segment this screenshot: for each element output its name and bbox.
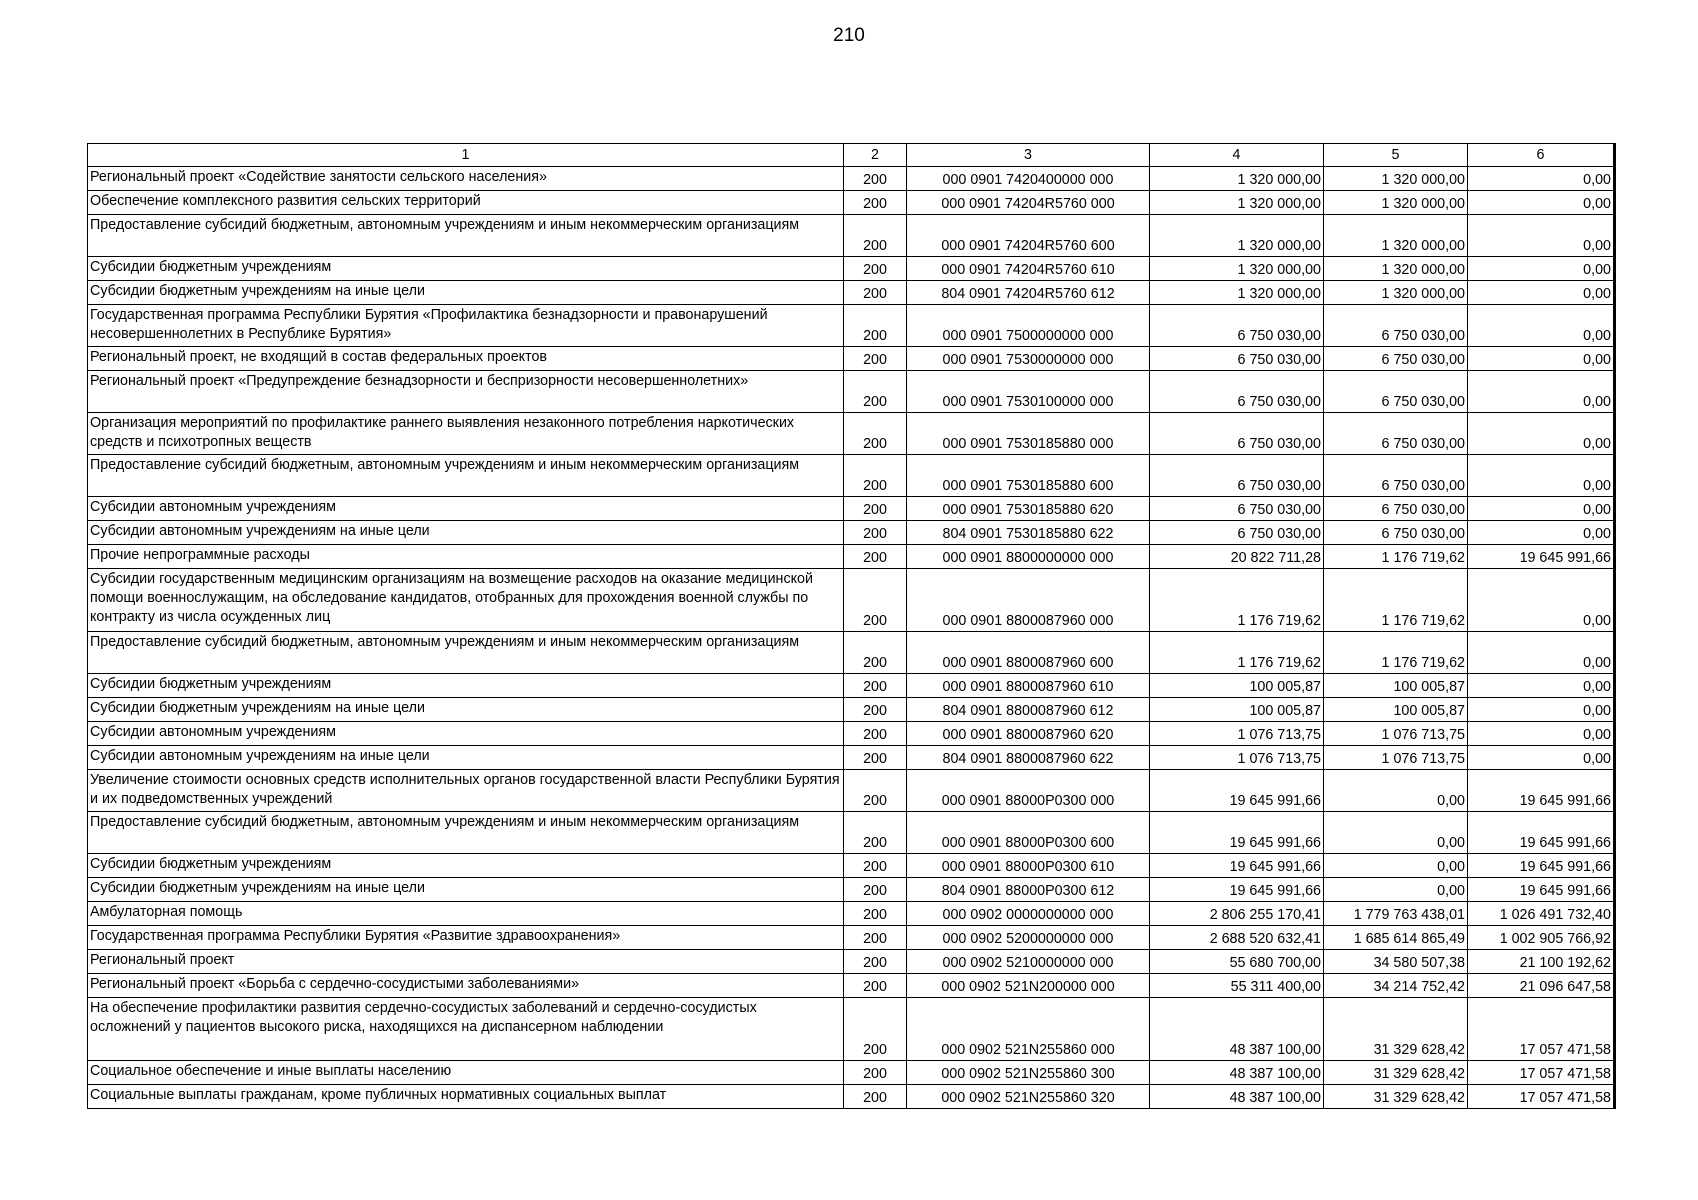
table-row bbox=[88, 1061, 1615, 1085]
row-executed-cell: 34 214 752,42 bbox=[1324, 974, 1468, 998]
row-name-cell: Субсидии бюджетным учреждениям bbox=[88, 674, 844, 698]
table-row bbox=[88, 545, 1615, 569]
row-name-cell: Государственная программа Республики Бурятия «Профилактика безнадзорности и правонарушений несовершеннолетних в Республике Бурятия» bbox=[88, 305, 844, 347]
row-classification-cell: 804 0901 7530185880 622 bbox=[907, 521, 1150, 545]
table-row bbox=[88, 902, 1615, 926]
row-classification-cell: 000 0901 8800087960 000 bbox=[907, 569, 1150, 632]
row-classification-cell: 000 0901 8800000000 000 bbox=[907, 545, 1150, 569]
row-approved-cell: 6 750 030,00 bbox=[1150, 497, 1324, 521]
row-executed-cell: 1 176 719,62 bbox=[1324, 569, 1468, 632]
row-code-cell: 200 bbox=[844, 281, 907, 305]
row-executed-cell: 6 750 030,00 bbox=[1324, 371, 1468, 413]
row-executed-cell: 1 320 000,00 bbox=[1324, 215, 1468, 257]
row-approved-cell: 48 387 100,00 bbox=[1150, 998, 1324, 1061]
table-row bbox=[88, 926, 1615, 950]
row-executed-cell: 6 750 030,00 bbox=[1324, 305, 1468, 347]
row-executed-cell: 0,00 bbox=[1324, 878, 1468, 902]
row-name-cell: Субсидии бюджетным учреждениям bbox=[88, 257, 844, 281]
row-approved-cell: 2 806 255 170,41 bbox=[1150, 902, 1324, 926]
table-row bbox=[88, 413, 1615, 455]
row-name-cell: Обеспечение комплексного развития сельских территорий bbox=[88, 191, 844, 215]
table-row bbox=[88, 770, 1615, 812]
row-executed-cell: 6 750 030,00 bbox=[1324, 347, 1468, 371]
row-executed-cell: 0,00 bbox=[1324, 854, 1468, 878]
row-approved-cell: 1 076 713,75 bbox=[1150, 746, 1324, 770]
row-approved-cell: 20 822 711,28 bbox=[1150, 545, 1324, 569]
row-name-cell: Предоставление субсидий бюджетным, автономным учреждениям и иным некоммерческим организациям bbox=[88, 812, 844, 854]
row-code-cell: 200 bbox=[844, 1061, 907, 1085]
row-remainder-cell: 19 645 991,66 bbox=[1468, 878, 1615, 902]
row-executed-cell: 1 176 719,62 bbox=[1324, 545, 1468, 569]
row-name-cell: Предоставление субсидий бюджетным, автономным учреждениям и иным некоммерческим организациям bbox=[88, 632, 844, 674]
row-remainder-cell: 0,00 bbox=[1468, 305, 1615, 347]
row-code-cell: 200 bbox=[844, 215, 907, 257]
row-executed-cell: 0,00 bbox=[1324, 770, 1468, 812]
row-remainder-cell: 0,00 bbox=[1468, 167, 1615, 191]
row-name-cell: Субсидии бюджетным учреждениям на иные цели bbox=[88, 878, 844, 902]
row-classification-cell: 804 0901 8800087960 612 bbox=[907, 698, 1150, 722]
table-row bbox=[88, 257, 1615, 281]
row-name-cell: Субсидии бюджетным учреждениям на иные цели bbox=[88, 281, 844, 305]
row-remainder-cell: 21 100 192,62 bbox=[1468, 950, 1615, 974]
row-remainder-cell: 0,00 bbox=[1468, 746, 1615, 770]
row-code-cell: 200 bbox=[844, 878, 907, 902]
row-approved-cell: 1 320 000,00 bbox=[1150, 281, 1324, 305]
row-classification-cell: 000 0902 5200000000 000 bbox=[907, 926, 1150, 950]
row-executed-cell: 34 580 507,38 bbox=[1324, 950, 1468, 974]
row-approved-cell: 55 311 400,00 bbox=[1150, 974, 1324, 998]
row-classification-cell: 000 0901 88000P0300 610 bbox=[907, 854, 1150, 878]
row-approved-cell: 1 176 719,62 bbox=[1150, 569, 1324, 632]
row-name-cell: Предоставление субсидий бюджетным, автономным учреждениям и иным некоммерческим организациям bbox=[88, 455, 844, 497]
row-classification-cell: 000 0901 74204R5760 610 bbox=[907, 257, 1150, 281]
row-approved-cell: 48 387 100,00 bbox=[1150, 1085, 1324, 1109]
row-executed-cell: 1 320 000,00 bbox=[1324, 167, 1468, 191]
row-name-cell: Субсидии автономным учреждениям на иные цели bbox=[88, 521, 844, 545]
row-name-cell: Региональный проект «Содействие занятости сельского населения» bbox=[88, 167, 844, 191]
row-remainder-cell: 0,00 bbox=[1468, 722, 1615, 746]
row-name-cell: Государственная программа Республики Бурятия «Развитие здравоохранения» bbox=[88, 926, 844, 950]
row-remainder-cell: 1 026 491 732,40 bbox=[1468, 902, 1615, 926]
row-code-cell: 200 bbox=[844, 569, 907, 632]
row-remainder-cell: 0,00 bbox=[1468, 281, 1615, 305]
row-classification-cell: 000 0902 521N255860 300 bbox=[907, 1061, 1150, 1085]
row-approved-cell: 55 680 700,00 bbox=[1150, 950, 1324, 974]
row-remainder-cell: 0,00 bbox=[1468, 347, 1615, 371]
row-executed-cell: 1 779 763 438,01 bbox=[1324, 902, 1468, 926]
row-approved-cell: 19 645 991,66 bbox=[1150, 854, 1324, 878]
row-classification-cell: 000 0901 7530185880 620 bbox=[907, 497, 1150, 521]
row-approved-cell: 100 005,87 bbox=[1150, 674, 1324, 698]
row-classification-cell: 000 0901 88000P0300 600 bbox=[907, 812, 1150, 854]
header-col-2: 2 bbox=[844, 144, 907, 167]
row-name-cell: Региональный проект bbox=[88, 950, 844, 974]
row-remainder-cell: 0,00 bbox=[1468, 413, 1615, 455]
page-number: 210 bbox=[833, 25, 865, 46]
row-remainder-cell: 0,00 bbox=[1468, 632, 1615, 674]
row-remainder-cell: 17 057 471,58 bbox=[1468, 998, 1615, 1061]
row-remainder-cell: 17 057 471,58 bbox=[1468, 1061, 1615, 1085]
row-approved-cell: 1 320 000,00 bbox=[1150, 191, 1324, 215]
row-name-cell: Субсидии бюджетным учреждениям bbox=[88, 854, 844, 878]
row-code-cell: 200 bbox=[844, 674, 907, 698]
header-col-1: 1 bbox=[88, 144, 844, 167]
row-approved-cell: 2 688 520 632,41 bbox=[1150, 926, 1324, 950]
row-remainder-cell: 19 645 991,66 bbox=[1468, 770, 1615, 812]
row-classification-cell: 000 0901 74204R5760 000 bbox=[907, 191, 1150, 215]
row-executed-cell: 1 320 000,00 bbox=[1324, 281, 1468, 305]
header-col-4: 4 bbox=[1150, 144, 1324, 167]
row-classification-cell: 804 0901 74204R5760 612 bbox=[907, 281, 1150, 305]
table-row bbox=[88, 950, 1615, 974]
row-approved-cell: 19 645 991,66 bbox=[1150, 878, 1324, 902]
row-remainder-cell: 0,00 bbox=[1468, 191, 1615, 215]
row-approved-cell: 1 320 000,00 bbox=[1150, 257, 1324, 281]
row-name-cell: Региональный проект, не входящий в состав федеральных проектов bbox=[88, 347, 844, 371]
row-code-cell: 200 bbox=[844, 347, 907, 371]
row-approved-cell: 19 645 991,66 bbox=[1150, 770, 1324, 812]
row-name-cell: Предоставление субсидий бюджетным, автономным учреждениям и иным некоммерческим организациям bbox=[88, 215, 844, 257]
header-col-3: 3 bbox=[907, 144, 1150, 167]
row-executed-cell: 6 750 030,00 bbox=[1324, 413, 1468, 455]
table-row bbox=[88, 878, 1615, 902]
row-classification-cell: 000 0901 8800087960 620 bbox=[907, 722, 1150, 746]
table-row bbox=[88, 632, 1615, 674]
table-row bbox=[88, 812, 1615, 854]
row-executed-cell: 0,00 bbox=[1324, 812, 1468, 854]
row-remainder-cell: 0,00 bbox=[1468, 674, 1615, 698]
row-name-cell: Субсидии бюджетным учреждениям на иные цели bbox=[88, 698, 844, 722]
table-row bbox=[88, 569, 1615, 632]
row-approved-cell: 1 320 000,00 bbox=[1150, 215, 1324, 257]
header-row bbox=[88, 144, 1615, 167]
row-code-cell: 200 bbox=[844, 521, 907, 545]
row-remainder-cell: 0,00 bbox=[1468, 257, 1615, 281]
row-name-cell: Субсидии государственным медицинским организациям на возмещение расходов на оказание медицинской помощи военнослужащим, на обследование кандидатов, отобранных для прохождения военной службы по контракту из числа осужденных лиц bbox=[88, 569, 844, 632]
row-executed-cell: 1 176 719,62 bbox=[1324, 632, 1468, 674]
row-classification-cell: 804 0901 88000P0300 612 bbox=[907, 878, 1150, 902]
header-col-6: 6 bbox=[1468, 144, 1615, 167]
row-code-cell: 200 bbox=[844, 950, 907, 974]
row-executed-cell: 1 320 000,00 bbox=[1324, 257, 1468, 281]
row-classification-cell: 000 0901 88000P0300 000 bbox=[907, 770, 1150, 812]
row-code-cell: 200 bbox=[844, 746, 907, 770]
row-code-cell: 200 bbox=[844, 632, 907, 674]
row-remainder-cell: 17 057 471,58 bbox=[1468, 1085, 1615, 1109]
row-classification-cell: 000 0902 0000000000 000 bbox=[907, 902, 1150, 926]
row-name-cell: Субсидии автономным учреждениям bbox=[88, 497, 844, 521]
row-classification-cell: 000 0901 8800087960 600 bbox=[907, 632, 1150, 674]
table-row bbox=[88, 191, 1615, 215]
row-remainder-cell: 19 645 991,66 bbox=[1468, 812, 1615, 854]
table-row bbox=[88, 347, 1615, 371]
row-approved-cell: 6 750 030,00 bbox=[1150, 371, 1324, 413]
row-code-cell: 200 bbox=[844, 722, 907, 746]
row-classification-cell: 000 0902 521N255860 000 bbox=[907, 998, 1150, 1061]
row-name-cell: Субсидии автономным учреждениям bbox=[88, 722, 844, 746]
table-row bbox=[88, 305, 1615, 347]
table-row bbox=[88, 974, 1615, 998]
row-classification-cell: 000 0902 521N200000 000 bbox=[907, 974, 1150, 998]
row-approved-cell: 1 176 719,62 bbox=[1150, 632, 1324, 674]
row-code-cell: 200 bbox=[844, 1085, 907, 1109]
row-approved-cell: 6 750 030,00 bbox=[1150, 455, 1324, 497]
row-code-cell: 200 bbox=[844, 902, 907, 926]
row-code-cell: 200 bbox=[844, 305, 907, 347]
row-name-cell: Амбулаторная помощь bbox=[88, 902, 844, 926]
row-remainder-cell: 0,00 bbox=[1468, 521, 1615, 545]
row-code-cell: 200 bbox=[844, 854, 907, 878]
row-remainder-cell: 19 645 991,66 bbox=[1468, 854, 1615, 878]
row-executed-cell: 1 685 614 865,49 bbox=[1324, 926, 1468, 950]
row-code-cell: 200 bbox=[844, 926, 907, 950]
row-code-cell: 200 bbox=[844, 257, 907, 281]
row-code-cell: 200 bbox=[844, 371, 907, 413]
row-classification-cell: 000 0901 74204R5760 600 bbox=[907, 215, 1150, 257]
table-row bbox=[88, 722, 1615, 746]
table-row bbox=[88, 698, 1615, 722]
row-remainder-cell: 0,00 bbox=[1468, 215, 1615, 257]
row-executed-cell: 1 076 713,75 bbox=[1324, 746, 1468, 770]
row-code-cell: 200 bbox=[844, 191, 907, 215]
row-name-cell: На обеспечение профилактики развития сердечно-сосудистых заболеваний и сердечно-сосудистых осложнений у пациентов высокого риска, находящихся на диспансерном наблюдении bbox=[88, 998, 844, 1061]
row-name-cell: Социальное обеспечение и иные выплаты населению bbox=[88, 1061, 844, 1085]
row-code-cell: 200 bbox=[844, 455, 907, 497]
row-code-cell: 200 bbox=[844, 698, 907, 722]
row-classification-cell: 000 0901 7530100000 000 bbox=[907, 371, 1150, 413]
row-remainder-cell: 0,00 bbox=[1468, 569, 1615, 632]
row-remainder-cell: 0,00 bbox=[1468, 371, 1615, 413]
header-col-5: 5 bbox=[1324, 144, 1468, 167]
row-executed-cell: 31 329 628,42 bbox=[1324, 998, 1468, 1061]
table-row bbox=[88, 521, 1615, 545]
row-remainder-cell: 21 096 647,58 bbox=[1468, 974, 1615, 998]
row-classification-cell: 000 0901 8800087960 610 bbox=[907, 674, 1150, 698]
row-classification-cell: 000 0901 7420400000 000 bbox=[907, 167, 1150, 191]
table-row bbox=[88, 281, 1615, 305]
row-code-cell: 200 bbox=[844, 998, 907, 1061]
table-row bbox=[88, 998, 1615, 1061]
table-row bbox=[88, 674, 1615, 698]
row-code-cell: 200 bbox=[844, 545, 907, 569]
row-name-cell: Прочие непрограммные расходы bbox=[88, 545, 844, 569]
row-approved-cell: 6 750 030,00 bbox=[1150, 521, 1324, 545]
row-approved-cell: 6 750 030,00 bbox=[1150, 413, 1324, 455]
row-executed-cell: 100 005,87 bbox=[1324, 674, 1468, 698]
row-executed-cell: 31 329 628,42 bbox=[1324, 1085, 1468, 1109]
table-row bbox=[88, 1085, 1615, 1109]
row-approved-cell: 6 750 030,00 bbox=[1150, 305, 1324, 347]
table-row bbox=[88, 215, 1615, 257]
row-approved-cell: 1 320 000,00 bbox=[1150, 167, 1324, 191]
row-executed-cell: 6 750 030,00 bbox=[1324, 521, 1468, 545]
row-executed-cell: 6 750 030,00 bbox=[1324, 455, 1468, 497]
row-remainder-cell: 1 002 905 766,92 bbox=[1468, 926, 1615, 950]
row-name-cell: Региональный проект «Предупреждение безнадзорности и беспризорности несовершеннолетних» bbox=[88, 371, 844, 413]
row-classification-cell: 000 0902 5210000000 000 bbox=[907, 950, 1150, 974]
row-classification-cell: 000 0901 7530185880 600 bbox=[907, 455, 1150, 497]
row-classification-cell: 000 0902 521N255860 320 bbox=[907, 1085, 1150, 1109]
table-row bbox=[88, 746, 1615, 770]
row-code-cell: 200 bbox=[844, 974, 907, 998]
row-code-cell: 200 bbox=[844, 497, 907, 521]
row-code-cell: 200 bbox=[844, 413, 907, 455]
row-executed-cell: 6 750 030,00 bbox=[1324, 497, 1468, 521]
budget-table bbox=[87, 143, 1616, 1109]
row-code-cell: 200 bbox=[844, 167, 907, 191]
row-executed-cell: 1 320 000,00 bbox=[1324, 191, 1468, 215]
row-remainder-cell: 0,00 bbox=[1468, 455, 1615, 497]
table-row bbox=[88, 497, 1615, 521]
row-remainder-cell: 0,00 bbox=[1468, 497, 1615, 521]
row-approved-cell: 6 750 030,00 bbox=[1150, 347, 1324, 371]
row-remainder-cell: 19 645 991,66 bbox=[1468, 545, 1615, 569]
row-name-cell: Увеличение стоимости основных средств исполнительных органов государственной власти Республики Бурятия и их подведомственных учреждений bbox=[88, 770, 844, 812]
table-row bbox=[88, 854, 1615, 878]
row-executed-cell: 31 329 628,42 bbox=[1324, 1061, 1468, 1085]
row-executed-cell: 100 005,87 bbox=[1324, 698, 1468, 722]
row-approved-cell: 48 387 100,00 bbox=[1150, 1061, 1324, 1085]
row-code-cell: 200 bbox=[844, 770, 907, 812]
row-name-cell: Субсидии автономным учреждениям на иные цели bbox=[88, 746, 844, 770]
row-classification-cell: 804 0901 8800087960 622 bbox=[907, 746, 1150, 770]
row-name-cell: Региональный проект «Борьба с сердечно-сосудистыми заболеваниями» bbox=[88, 974, 844, 998]
row-remainder-cell: 0,00 bbox=[1468, 698, 1615, 722]
row-name-cell: Организация мероприятий по профилактике раннего выявления незаконного потребления наркотических средств и психотропных веществ bbox=[88, 413, 844, 455]
row-name-cell: Социальные выплаты гражданам, кроме публичных нормативных социальных выплат bbox=[88, 1085, 844, 1109]
row-approved-cell: 1 076 713,75 bbox=[1150, 722, 1324, 746]
table-row bbox=[88, 455, 1615, 497]
table-row bbox=[88, 167, 1615, 191]
row-code-cell: 200 bbox=[844, 812, 907, 854]
row-approved-cell: 100 005,87 bbox=[1150, 698, 1324, 722]
row-classification-cell: 000 0901 7530000000 000 bbox=[907, 347, 1150, 371]
row-classification-cell: 000 0901 7530185880 000 bbox=[907, 413, 1150, 455]
table-row bbox=[88, 371, 1615, 413]
row-executed-cell: 1 076 713,75 bbox=[1324, 722, 1468, 746]
row-approved-cell: 19 645 991,66 bbox=[1150, 812, 1324, 854]
row-classification-cell: 000 0901 7500000000 000 bbox=[907, 305, 1150, 347]
